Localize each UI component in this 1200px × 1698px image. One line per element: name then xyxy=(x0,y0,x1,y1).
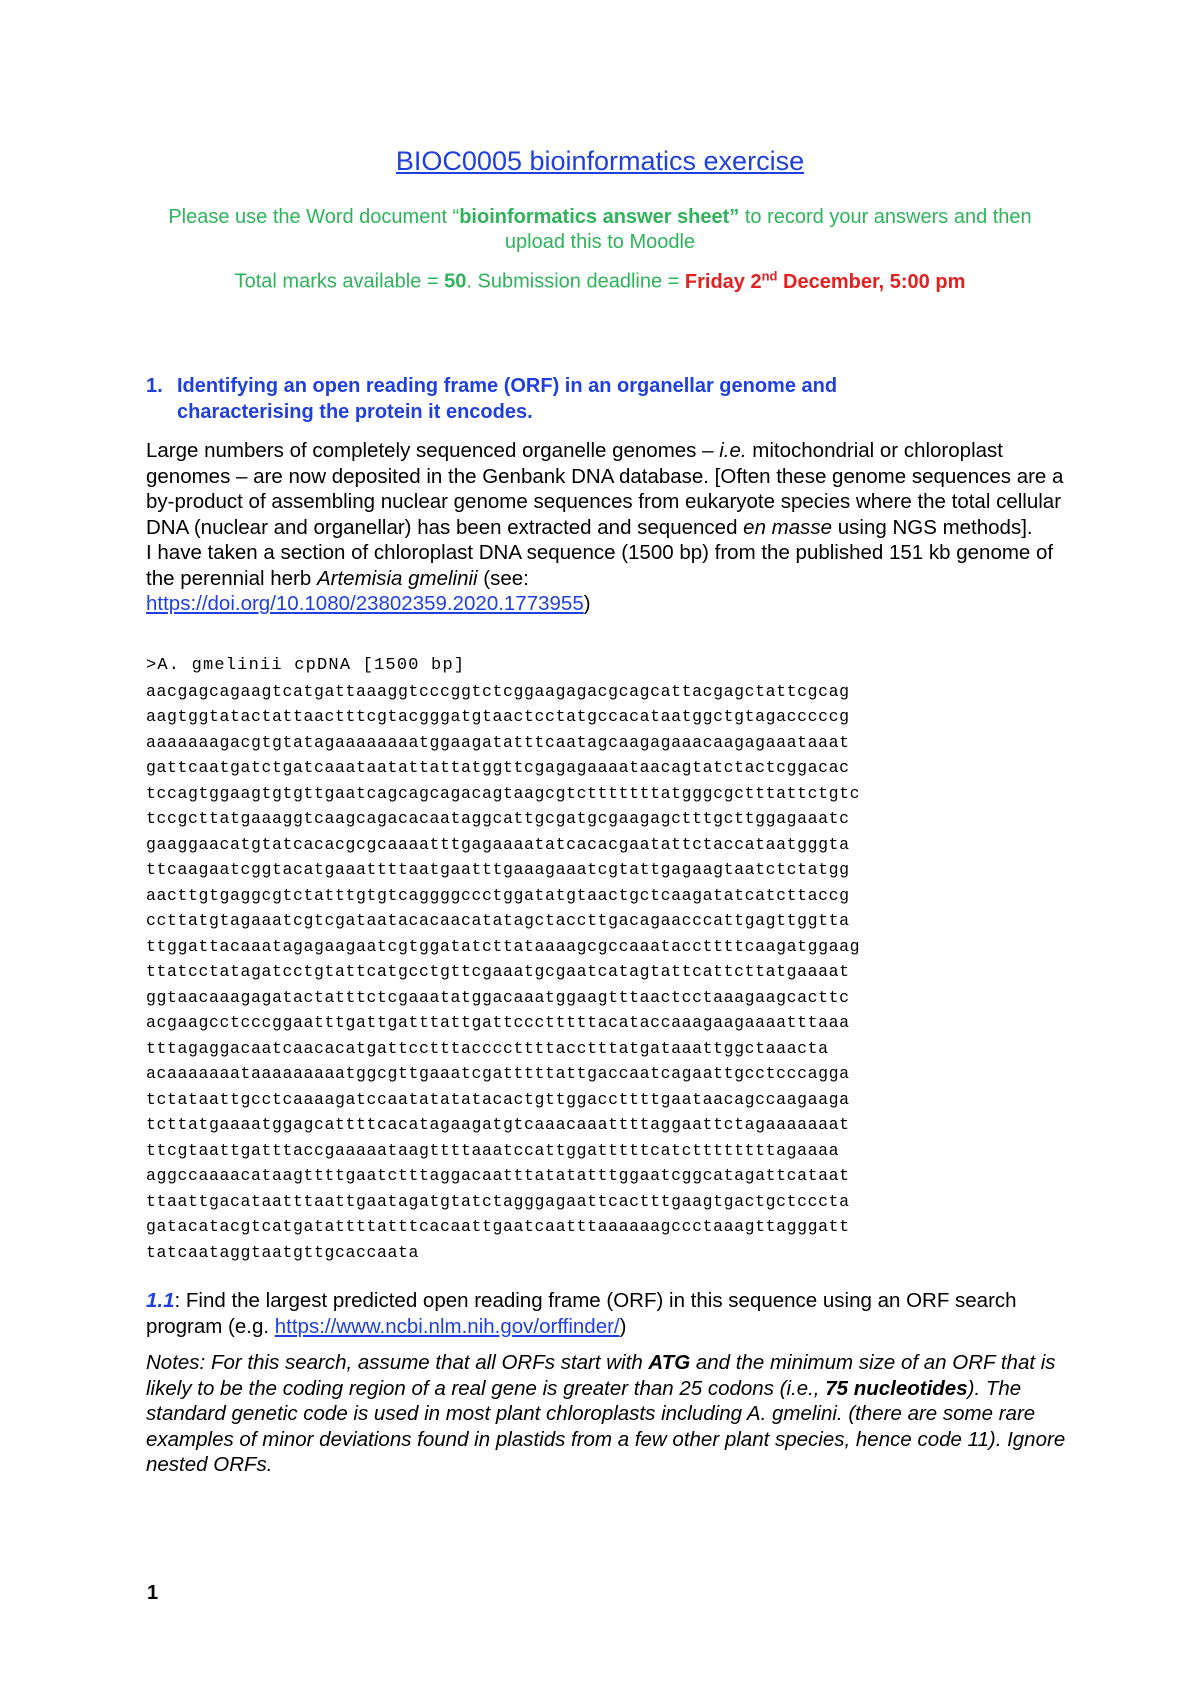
dna-sequence xyxy=(146,652,1066,1265)
intro-en-masse: en masse xyxy=(743,515,833,539)
sequence-line: tatcaataggtaatgttgcaccaata xyxy=(146,1242,420,1262)
deadline-time: December, 5:00 pm xyxy=(777,270,966,293)
deadline-label: . Submission deadline = xyxy=(466,270,685,293)
deadline-suffix: nd xyxy=(761,268,778,283)
notes-75-nucleotides: 75 nucleotides xyxy=(825,1376,968,1400)
notes-text-3: ). The standard genetic code is used in most plant chloroplasts including A. gmelini. (there are some rare examples of minor deviations found in plastids from a few other plant species, hence code 11). Ignore nested ORFs. xyxy=(146,1376,1066,1476)
sequence-header: >A. gmelinii cpDNA [1500 bp] xyxy=(146,656,466,675)
marks-deadline xyxy=(0,268,1200,294)
sequence-line: ttggattacaaatagagaagaatcgtggatatcttataaaagcgccaaataccttttcaagatggaag xyxy=(146,936,861,956)
notes-atg: ATG xyxy=(648,1351,691,1374)
sequence-line: tccagtggaagtgtgttgaatcagcagcagacagtaagcgtctttttttatgggcgctttattctgtc xyxy=(146,783,861,803)
orffinder-link[interactable]: https://www.ncbi.nlm.nih.gov/orffinder/ xyxy=(274,1314,620,1338)
intro-text-1: Large numbers of completely sequenced organelle genomes – xyxy=(146,439,720,462)
sequence-line: acaaaaaaataaaaaaaaatggcgttgaaatcgatttttattgaccaatcagaattgcctcccagga xyxy=(146,1064,850,1083)
intro-paragraph xyxy=(146,438,1066,617)
sequence-line: tttagaggacaatcaacacatgattcctttaccccttttacctttatgataaattggctaaacta xyxy=(146,1038,829,1058)
marks-label: Total marks available = xyxy=(234,270,445,293)
sequence-lines xyxy=(146,682,860,1262)
answer-sheet-name: bioinformatics answer sheet” xyxy=(459,206,740,228)
species-name: Artemisia gmelinii xyxy=(316,566,478,590)
instructions-pre: Please use the Word document “ xyxy=(168,206,460,228)
sequence-line: ttcaagaatcggtacatgaaattttaatgaatttgaaagaaatcgtattgagaagtaatctctatgg xyxy=(146,860,850,879)
doi-link[interactable]: https://doi.org/10.1080/23802359.2020.1773955 xyxy=(146,592,584,615)
intro-text-4: I have taken a section of chloroplast DNA sequence (1500 bp) from the published 151 kb genome of the perennial herb xyxy=(146,541,1054,590)
question-number: 1. xyxy=(146,375,163,397)
instructions xyxy=(140,205,1060,255)
sequence-line: aagtggtatactattaactttcgtacgggatgtaactcctatgccacataatggctgtagacccccg xyxy=(146,707,850,726)
task-1-1 xyxy=(146,1288,1066,1339)
intro-ie: i.e. xyxy=(719,439,747,462)
sequence-line: tcttatgaaaatggagcattttcacatagaagatgtcaaacaaattttaggaattctagaaaaaaat xyxy=(146,1115,850,1134)
sequence-line: tctataattgcctcaaaagatccaatatatatacactgttggaccttttgaataacagccaagaaga xyxy=(146,1089,850,1109)
sequence-line: ccttatgtagaaatcgtcgataatacacaacatatagctaccttgacagaacccattgagttggtta xyxy=(146,911,850,930)
sequence-line: aggccaaaacataagttttgaatctttaggacaatttatatatttggaatcggcatagattcataat xyxy=(146,1166,850,1185)
intro-text-2: mitochondrial or chloroplast genomes – are now deposited in the Genbank DNA database. [Often these genome sequences are a by-product of assembling nuclear genome sequences from eukaryote species where the total cellular DNA (nuclear and organellar) has been extracted and sequenced xyxy=(146,439,1064,539)
sequence-line: aaaaaaagacgtgtatagaaaaaaaatggaagatatttcaatagcaagagaaacaagagaaataaat xyxy=(146,732,850,752)
sequence-line: gaaggaacatgtatcacacgcgcaaaatttgagaaaatatcacacgaatattctaccataatgggta xyxy=(146,834,850,854)
page-title: BIOC0005 bioinformatics exercise xyxy=(395,146,805,176)
intro-text-3: using NGS methods]. xyxy=(832,515,1033,539)
marks-value: 50 xyxy=(444,270,467,293)
task-end: ) xyxy=(619,1314,627,1338)
page-number: 1 xyxy=(147,1582,159,1604)
intro-text-5: (see: xyxy=(477,566,529,590)
sequence-line: ttaattgacataatttaattgaatagatgtatctagggagaattcactttgaagtgactgctcccta xyxy=(146,1191,850,1211)
sequence-line: tccgcttatgaaaggtcaagcagacacaataggcattgcgatgcgaagagctttgcttggagaaatc xyxy=(146,809,850,828)
instructions-post: to record your answers and then upload this to Moodle xyxy=(504,206,1032,253)
intro-text-6: ) xyxy=(583,592,591,615)
sequence-line: acgaagcctcccggaatttgattgatttattgattccctttttacataccaaagaagaaaatttaaa xyxy=(146,1013,850,1032)
notes-paragraph xyxy=(146,1350,1066,1478)
task-text: : Find the largest predicted open reading frame (ORF) in this sequence using an ORF search program (e.g. xyxy=(146,1289,1017,1338)
sequence-line: ttcgtaattgatttaccgaaaaataagttttaaatccattggatttttcatcttttttttagaaaa xyxy=(146,1140,840,1160)
task-label: 1.1 xyxy=(146,1289,175,1312)
sequence-line: gattcaatgatctgatcaaataatattattatggttcgagagaaaataacagtatctactcggacac xyxy=(146,758,850,777)
deadline-day: Friday 2 xyxy=(684,270,762,293)
notes-text-1: Notes: For this search, assume that all ORFs start with xyxy=(146,1351,649,1374)
sequence-line: aacgagcagaagtcatgattaaaggtcccggtctcggaagagacgcagcattacgagctattcgcag xyxy=(146,681,850,701)
sequence-line: ttatcctatagatcctgtattcatgcctgttcgaaatgcgaatcatagtattcattcttatgaaaat xyxy=(146,962,850,981)
question-heading-text: Identifying an open reading frame (ORF) in an organellar genome and characterising the protein it encodes. xyxy=(177,375,838,423)
sequence-line: gatacatacgtcatgatattttatttcacaattgaatcaatttaaaaaagccctaaagttagggatt xyxy=(146,1217,850,1236)
sequence-line: ggtaacaaagagatactatttctcgaaatatggacaaatggaagtttaactcctaaagaagcacttc xyxy=(146,987,850,1007)
question-1-heading xyxy=(146,373,946,425)
deadline-value xyxy=(684,268,966,293)
notes-text-2: and the minimum size of an ORF that is likely to be the coding region of a real gene is greater than 25 codons (i.e., xyxy=(146,1351,1056,1400)
sequence-line: aacttgtgaggcgtctatttgtgtcaggggccctggatatgtaactgctcaagatatcatcttaccg xyxy=(146,885,850,905)
